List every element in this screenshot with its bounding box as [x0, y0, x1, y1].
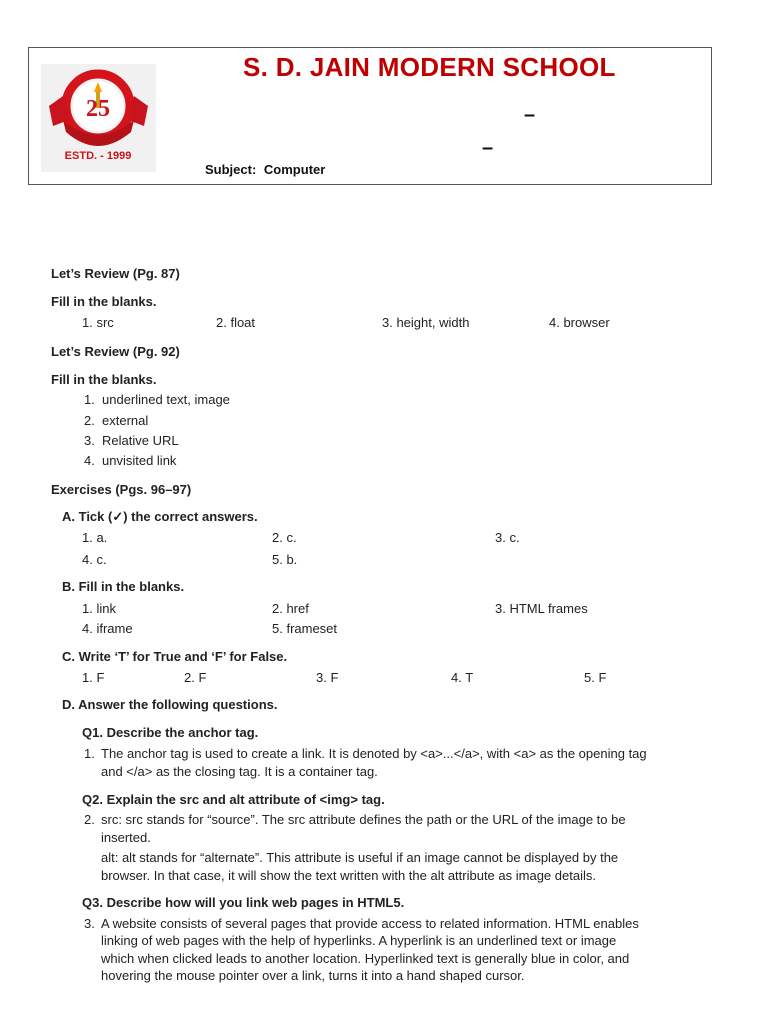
review2-answer-1: underlined text, image [102, 392, 230, 407]
review2-answer-4: unvisited link [102, 453, 177, 468]
section-b-answer-4: 4. iframe [82, 621, 133, 636]
q3-answer-line-1: A website consists of several pages that provide access to related information. HTML enables [101, 916, 639, 931]
review2-num-2: 2. [84, 413, 95, 428]
section-c-answer-5: 5. F [584, 670, 607, 685]
review1-answer-4: 4. browser [549, 315, 610, 330]
q2-answer-line-4: browser. In that case, it will show the text written with the alt attribute as image details. [101, 868, 596, 883]
section-a-answer-4: 4. c. [82, 552, 107, 567]
review1-title: Let’s Review (Pg. 87) [51, 266, 180, 281]
school-logo-emblem [41, 64, 156, 172]
section-a-answer-3: 3. c. [495, 530, 520, 545]
q1-answer-line-1: The anchor tag is used to create a link. It is denoted by <a>...</a>, with <a> as the opening tag [101, 746, 647, 761]
title-dash-2: – [482, 137, 494, 159]
exercises-title: Exercises (Pgs. 96–97) [51, 482, 192, 497]
title-dash-1: – [524, 104, 536, 126]
q1-number: 1. [84, 746, 95, 761]
section-c-title: C. Write ‘T’ for True and ‘F’ for False. [62, 649, 288, 664]
section-b-title: B. Fill in the blanks. [62, 579, 185, 594]
school-logo [41, 64, 156, 172]
section-d-title: D. Answer the following questions. [62, 697, 278, 712]
section-b-answer-1: 1. link [82, 601, 116, 616]
section-b-answer-2: 2. href [272, 601, 309, 616]
review1-answer-2: 2. float [216, 315, 256, 330]
q2-answer-line-3: alt: alt stands for “alternate”. This attribute is useful if an image cannot be displayed by the [101, 850, 619, 865]
logo-estd-text: ESTD. - 1999 [64, 150, 132, 162]
q3-question: Q3. Describe how will you link web pages in HTML5. [82, 895, 405, 910]
section-b-answer-3: 3. HTML frames [495, 601, 588, 616]
school-name: S. D. JAIN MODERN SCHOOL [243, 52, 616, 82]
q2-answer-line-2: inserted. [101, 830, 151, 845]
review2-answer-2: external [102, 413, 149, 428]
section-c-answer-4: 4. T [451, 670, 474, 685]
review2-num-4: 4. [84, 453, 95, 468]
q2-number: 2. [84, 812, 95, 827]
review1-subtitle: Fill in the blanks. [51, 294, 157, 309]
subject-line [205, 162, 325, 177]
section-b-answer-5: 5. frameset [272, 621, 338, 636]
review2-subtitle: Fill in the blanks. [51, 372, 157, 387]
q1-answer-line-2: and </a> as the closing tag. It is a container tag. [101, 764, 378, 779]
subject-label: Subject: [205, 162, 257, 177]
q1-question: Q1. Describe the anchor tag. [82, 725, 259, 740]
review1-answer-1: 1. src [82, 315, 114, 330]
q2-answer-line-1: src: src stands for “source”. The src attribute defines the path or the URL of the image to be [101, 812, 626, 827]
review2-num-3: 3. [84, 433, 95, 448]
review2-num-1: 1. [84, 392, 95, 407]
section-c-answer-3: 3. F [316, 670, 339, 685]
q2-question: Q2. Explain the src and alt attribute of <img> tag. [82, 792, 385, 807]
q3-number: 3. [84, 916, 95, 931]
review2-title: Let’s Review (Pg. 92) [51, 344, 180, 359]
q3-answer-line-3: which when clicked leads to another location. Hyperlinked text is generally blue in color, and [101, 951, 630, 966]
q3-answer-line-4: hovering the mouse pointer over a link, turns it into a hand shaped cursor. [101, 968, 525, 983]
logo-number: 25 [86, 96, 110, 122]
section-a-title: A. Tick (✓) the correct answers. [62, 509, 258, 524]
review1-answer-3: 3. height, width [382, 315, 470, 330]
section-c-answer-1: 1. F [82, 670, 105, 685]
subject-value: Computer [263, 162, 326, 177]
section-a-answer-5: 5. b. [272, 552, 298, 567]
q3-answer-line-2: linking of web pages with the help of hyperlinks. A hyperlink is an underlined text or image [101, 933, 617, 948]
section-c-answer-2: 2. F [184, 670, 207, 685]
section-a-answer-2: 2. c. [272, 530, 297, 545]
section-a-answer-1: 1. a. [82, 530, 108, 545]
review2-answer-3: Relative URL [102, 433, 179, 448]
